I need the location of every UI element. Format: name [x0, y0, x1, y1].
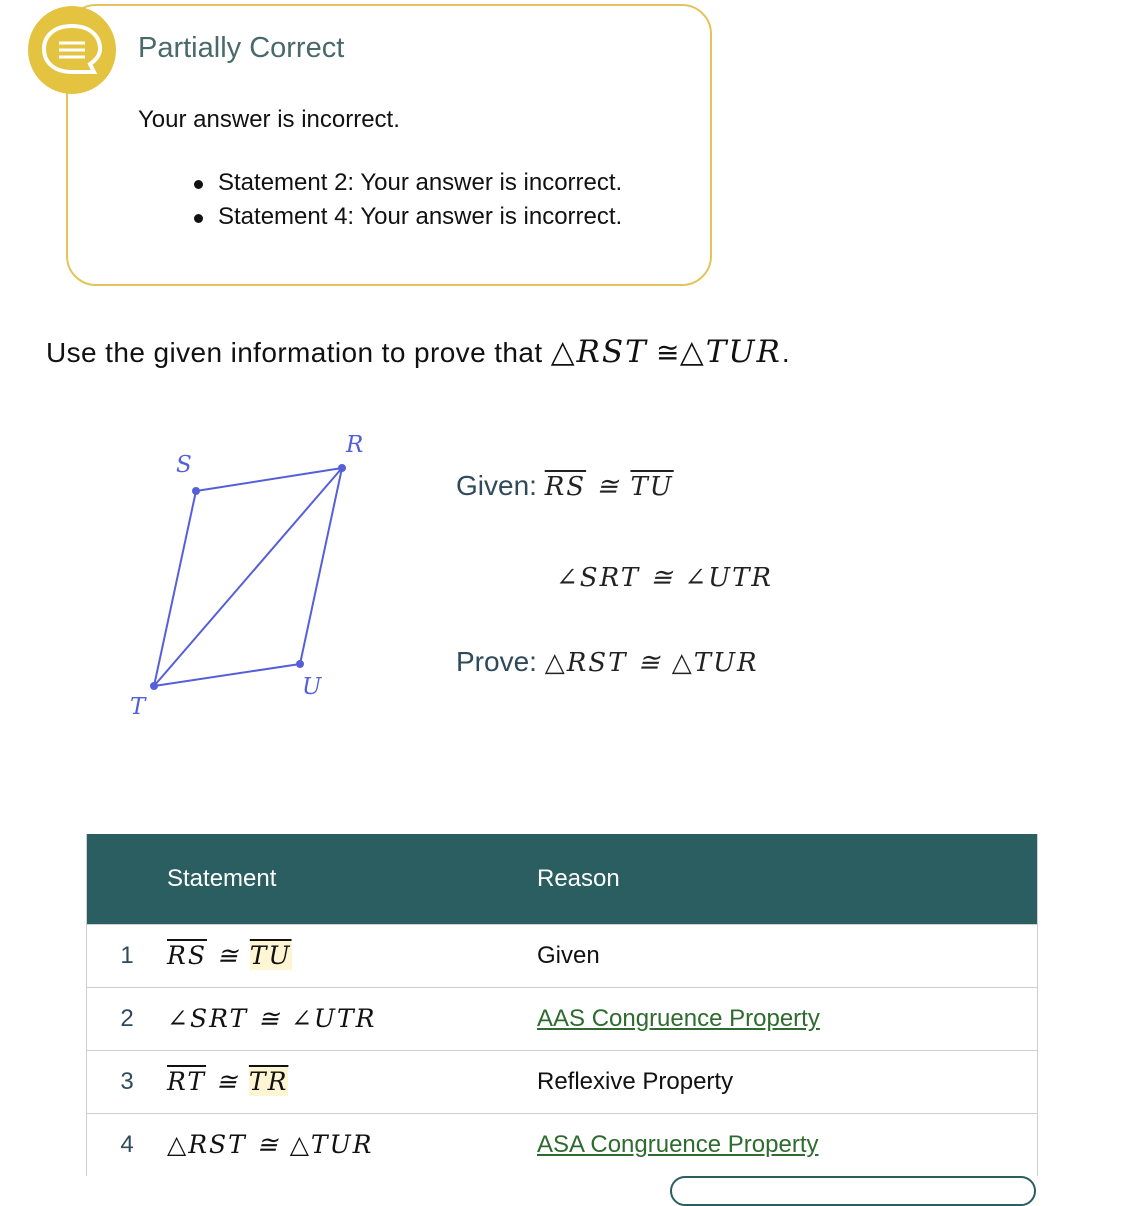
reason-cell[interactable]: Given — [537, 925, 1038, 988]
feedback-item: Statement 2: Your answer is incorrect. — [192, 166, 622, 200]
feedback-item: Statement 4: Your answer is incorrect. — [192, 200, 622, 234]
problem-prompt: Use the given information to prove that △RST ≅△TUR. — [46, 334, 791, 370]
label-r: R — [346, 432, 364, 458]
point-u — [296, 660, 304, 668]
reason-cell[interactable] — [537, 1114, 1038, 1177]
point-r — [338, 464, 346, 472]
statement-cell[interactable]: $\overline{RT}$ ≅ $\overline{TR}$ — [167, 1051, 537, 1114]
prove-statement: Prove: △RST ≅ △TUR — [456, 646, 759, 678]
reason-cell[interactable] — [537, 988, 1038, 1051]
statement-cell[interactable]: $\overline{RS}$ ≅ $\overline{TU}$ — [167, 925, 537, 988]
given-angles: ∠SRT ≅ ∠UTR — [556, 563, 773, 593]
reason-link[interactable]: ASA Congruence Property — [537, 1131, 819, 1158]
reason-link[interactable]: AAS Congruence Property — [537, 1005, 820, 1032]
point-t — [150, 682, 158, 690]
given-statement: Given: $\overline{RS}$ ≅ $\overline{TU}$ — [456, 470, 674, 502]
quadrilateral-diagram — [0, 0, 440, 740]
table-row: 3 $\overline{RT}$ ≅ $\overline{TR}$ Reflexive Property — [87, 1051, 1038, 1114]
statement-cell[interactable]: △RST ≅ △TUR — [167, 1114, 537, 1177]
feedback-title: Partially Correct — [138, 32, 345, 64]
feedback-message: Your answer is incorrect. — [138, 106, 400, 133]
label-u: U — [302, 674, 322, 700]
label-s: S — [176, 452, 192, 478]
column-header-statement: Statement — [167, 834, 537, 925]
point-s — [192, 487, 200, 495]
reason-cell[interactable]: Reflexive Property — [537, 1051, 1038, 1114]
column-header-reason: Reason — [537, 834, 1038, 925]
proof-table — [86, 834, 1038, 1176]
table-header — [87, 834, 1038, 925]
partial-button[interactable] — [670, 1176, 1036, 1206]
statement-cell[interactable]: ∠SRT ≅ ∠UTR — [167, 988, 537, 1051]
table-row: 1 $\overline{RS}$ ≅ $\overline{TU}$ Given — [87, 925, 1038, 988]
table-row: 2 ∠SRT ≅ ∠UTR AAS Congruence Property — [87, 988, 1038, 1051]
table-row: 4 △RST ≅ △TUR ASA Congruence Property — [87, 1114, 1038, 1177]
label-t: T — [130, 694, 146, 720]
